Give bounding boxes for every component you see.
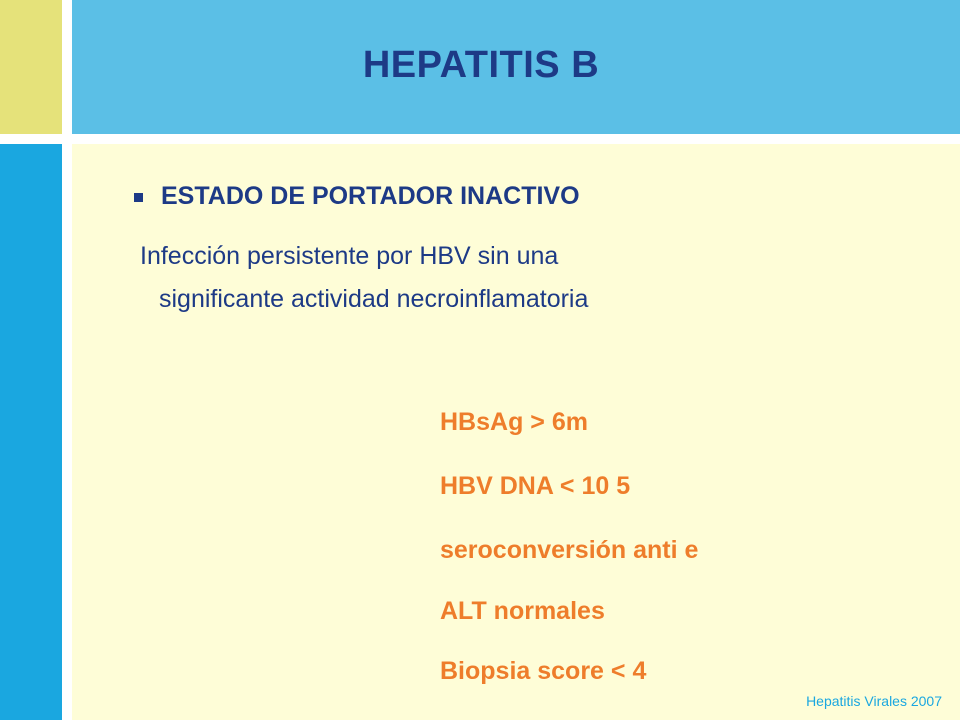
left-accent-strip xyxy=(0,144,62,720)
criteria-item-alt: ALT normales xyxy=(440,597,605,625)
description-line-2: significante actividad necroinflamatoria xyxy=(159,285,589,313)
criteria-item-hbv-dna: HBV DNA < 10 5 xyxy=(440,472,631,500)
criteria-item-hbsag: HBsAg > 6m xyxy=(440,408,588,436)
footer-text: Hepatitis Virales 2007 xyxy=(806,693,942,709)
slide-title: HEPATITIS B xyxy=(362,44,600,86)
description-line-1: Infección persistente por HBV sin una xyxy=(140,242,559,270)
criteria-item-seroconversion: seroconversión anti e xyxy=(440,536,699,564)
criteria-item-biopsy: Biopsia score < 4 xyxy=(440,657,647,685)
bullet-heading: ESTADO DE PORTADOR INACTIVO xyxy=(161,182,580,210)
corner-accent-block xyxy=(0,0,62,134)
bullet-square-icon xyxy=(134,193,143,202)
